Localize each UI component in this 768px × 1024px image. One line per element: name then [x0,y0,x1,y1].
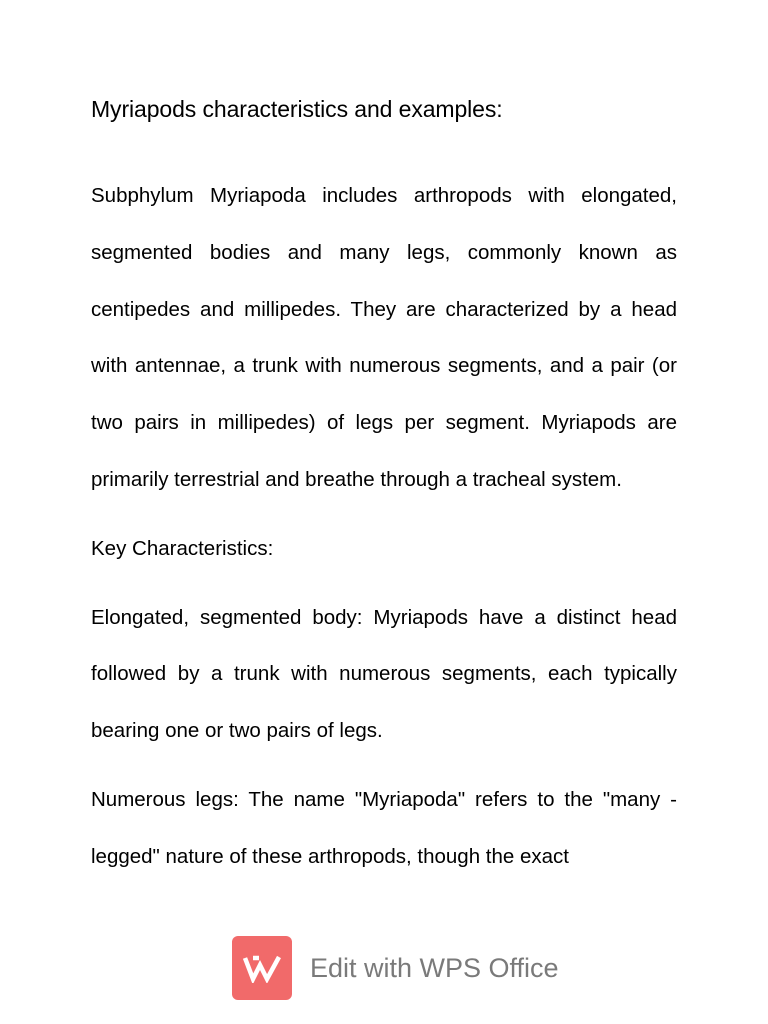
document-title: Myriapods characteristics and examples: [91,96,503,122]
paragraph-key-characteristics-heading: Key Characteristics: [91,536,274,560]
edit-with-wps-office-label: Edit with WPS Office [310,952,559,983]
wps-office-logo-icon [232,936,292,1000]
document-page [91,93,677,886]
paragraph-elongated-body: Elongated, segmented body: Myriapods have a distinct head followed by a trunk with numerous segments, each typically bearing one or two pairs of legs. [91,605,677,743]
paragraph-numerous-legs: Numerous legs: The name "Myriapoda" refers to the "many -legged" nature of these arthropods, though the exact [91,787,677,868]
edit-with-wps-office-button[interactable] [232,936,559,1000]
paragraph-intro: Subphylum Myriapoda includes arthropods with elongated, segmented bodies and many legs, commonly known as centipedes and millipedes. They are characterized by a head with antennae, a trunk with numerous segments, and a pair (or two pairs in millipedes) of legs per segment. Myriapods are primarily terrestrial and breathe through a tracheal system. [91,184,677,491]
